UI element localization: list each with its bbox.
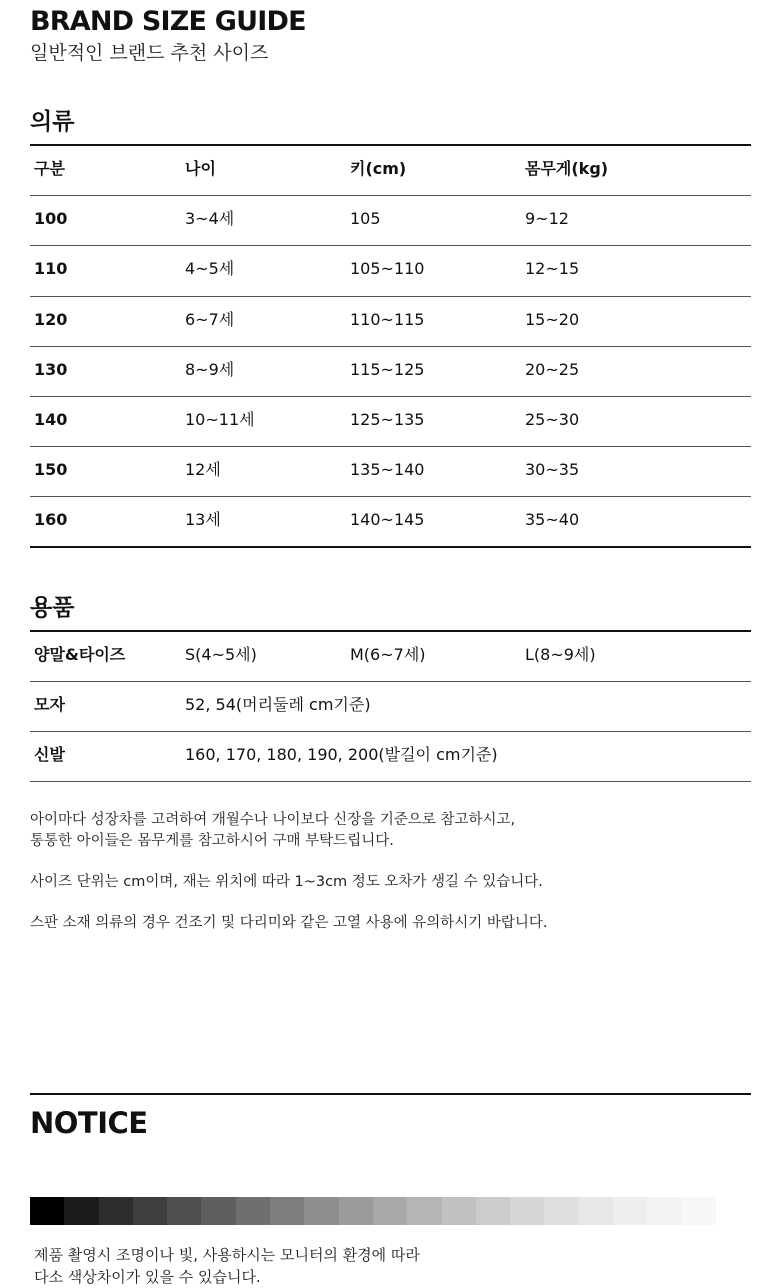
gradient-swatch [133, 1197, 167, 1225]
column-header: 키(cm) [350, 159, 407, 178]
size-cell: 120 [34, 309, 68, 329]
gradient-swatch [64, 1197, 98, 1225]
table-cell: 125~135 [350, 410, 425, 429]
gradient-swatch [30, 1197, 64, 1225]
clothing-section-title: 의류 [30, 109, 75, 135]
table-cell: 25~30 [525, 410, 580, 429]
row-divider [30, 446, 751, 447]
size-cell: 110 [34, 259, 68, 279]
row-divider [30, 681, 751, 682]
size-cell: 130 [34, 359, 68, 379]
table-cell: 8~9세 [185, 359, 235, 379]
size-cell: 160 [34, 510, 68, 530]
table-cell: 105 [350, 209, 381, 229]
goods-label: 신발 [34, 745, 65, 764]
goods-value: L(8~9세) [525, 645, 596, 664]
gradient-swatch [373, 1197, 407, 1225]
goods-top-rule [30, 630, 751, 632]
table-cell: 12~15 [525, 259, 580, 279]
table-cell: 12세 [185, 460, 221, 480]
table-cell: 4~5세 [185, 259, 235, 279]
note-line: 스판 소재 의류의 경우 건조기 및 다리미와 같은 고열 사용에 유의하시기 바랍니다. [30, 915, 548, 931]
goods-value: 52, 54(머리둘레 cm기준) [185, 695, 371, 714]
color-gradient-bar [30, 1197, 716, 1225]
gradient-swatch [201, 1197, 235, 1225]
table-cell: 35~40 [525, 510, 580, 530]
notice-title: NOTICE [30, 1106, 148, 1140]
table-cell: 9~12 [525, 209, 569, 229]
note-line: 아이마다 성장차를 고려하여 개월수나 나이보다 신장을 기준으로 참고하시고, [30, 812, 516, 828]
gradient-swatch [647, 1197, 681, 1225]
table-cell: 110~115 [350, 309, 425, 329]
gradient-swatch [167, 1197, 201, 1225]
column-header: 구분 [34, 159, 65, 178]
table-cell: 105~110 [350, 259, 425, 279]
table-cell: 15~20 [525, 309, 580, 329]
gradient-swatch [339, 1197, 373, 1225]
page-title: BRAND SIZE GUIDE [30, 6, 306, 37]
note-line: 사이즈 단위는 cm이며, 재는 위치에 따라 1~3cm 정도 오차가 생길 수 있습니다. [30, 874, 543, 890]
gradient-swatch [476, 1197, 510, 1225]
gradient-swatch [442, 1197, 476, 1225]
goods-label: 모자 [34, 695, 65, 714]
row-divider [30, 396, 751, 397]
row-divider [30, 731, 751, 732]
row-divider [30, 245, 751, 246]
row-divider [30, 781, 751, 782]
table-top-rule [30, 144, 751, 146]
row-divider [30, 346, 751, 347]
gradient-swatch [544, 1197, 578, 1225]
gradient-swatch [99, 1197, 133, 1225]
column-header: 몸무게(kg) [525, 159, 609, 178]
table-cell: 13세 [185, 510, 221, 530]
note-line: 통통한 아이들은 몸무게를 참고하시어 구매 부탁드립니다. [30, 833, 394, 849]
notice-text [34, 1244, 420, 1288]
size-cell: 100 [34, 209, 68, 229]
notice-line: 다소 색상차이가 있을 수 있습니다. [34, 1268, 261, 1286]
gradient-swatch [407, 1197, 441, 1225]
gradient-swatch [236, 1197, 270, 1225]
table-cell: 6~7세 [185, 309, 235, 329]
table-cell: 3~4세 [185, 209, 235, 229]
page-subtitle: 일반적인 브랜드 추천 사이즈 [30, 42, 269, 64]
gradient-swatch [304, 1197, 338, 1225]
table-cell: 30~35 [525, 460, 580, 480]
notice-rule [30, 1093, 751, 1095]
goods-value: M(6~7세) [350, 645, 426, 664]
gradient-swatch [510, 1197, 544, 1225]
gradient-swatch [682, 1197, 716, 1225]
table-cell: 10~11세 [185, 410, 255, 429]
gradient-swatch [579, 1197, 613, 1225]
gradient-swatch [270, 1197, 304, 1225]
goods-section-title: 용품 [30, 595, 75, 621]
table-bottom-rule [30, 546, 751, 548]
row-divider [30, 496, 751, 497]
size-cell: 140 [34, 410, 68, 429]
row-divider [30, 296, 751, 297]
notice-line: 제품 촬영시 조명이나 빛, 사용하시는 모니터의 환경에 따라 [34, 1246, 420, 1264]
goods-value: S(4~5세) [185, 645, 257, 664]
goods-label: 양말&타이즈 [34, 645, 126, 664]
table-cell: 115~125 [350, 359, 425, 379]
table-cell: 20~25 [525, 359, 580, 379]
size-cell: 150 [34, 460, 68, 480]
row-divider [30, 195, 751, 196]
gradient-swatch [613, 1197, 647, 1225]
table-cell: 135~140 [350, 460, 425, 480]
goods-value: 160, 170, 180, 190, 200(발길이 cm기준) [185, 745, 498, 764]
column-header: 나이 [185, 159, 216, 178]
table-cell: 140~145 [350, 510, 425, 530]
